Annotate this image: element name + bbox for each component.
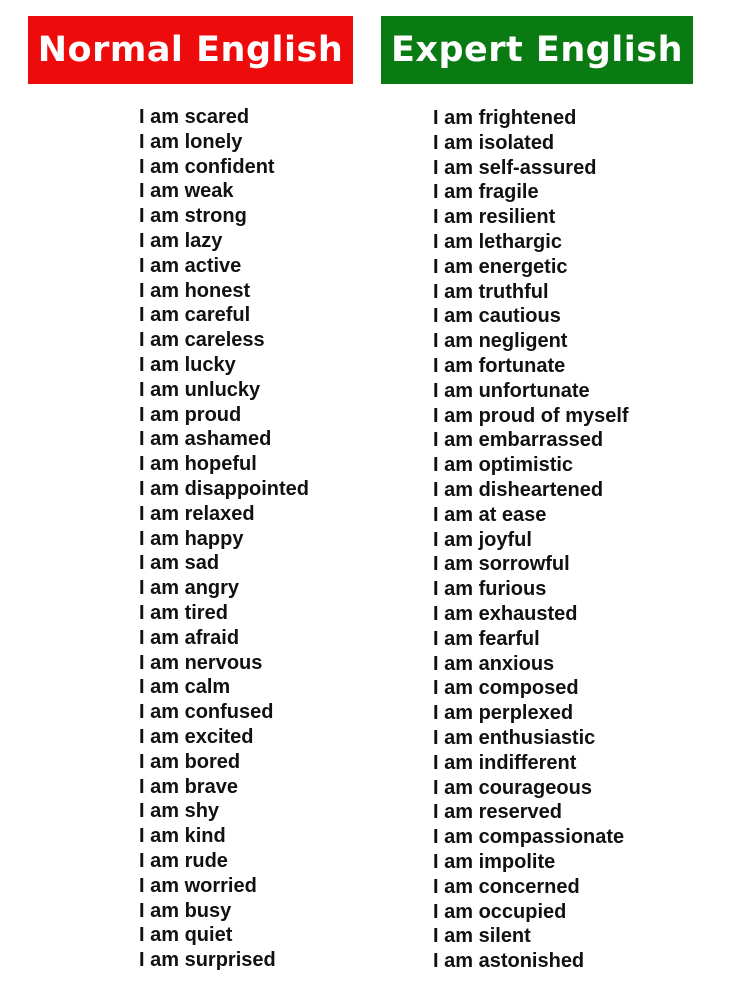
phrase-item: I am disheartened [433,478,604,501]
normal-english-title: Normal English [37,30,344,70]
phrase-item: I am confused [139,701,274,724]
phrase-item: I am confident [139,155,275,178]
phrase-item: I am reserved [433,801,562,824]
phrase-item: I am isolated [433,131,555,154]
phrase-item: I am occupied [433,900,567,923]
phrase-item: I am relaxed [139,502,255,525]
phrase-item: I am truthful [433,280,549,303]
phrase-item: I am anxious [433,652,555,675]
phrase-item: I am courageous [433,776,592,799]
phrase-item: I am disappointed [139,477,310,500]
phrase-item: I am sad [139,552,220,575]
expert-english-title: Expert English [390,30,684,70]
phrase-item: I am calm [139,676,231,699]
phrase-item: I am weak [139,180,234,203]
phrase-item: I am at ease [433,503,547,526]
phrase-item: I am unlucky [139,378,261,401]
phrase-item: I am lazy [139,229,223,252]
phrase-item: I am tired [139,601,228,624]
phrase-item: I am unfortunate [433,379,590,402]
phrase-item: I am afraid [139,626,240,649]
phrase-item: I am hopeful [139,453,257,476]
phrase-item: I am perplexed [433,702,574,725]
phrase-item: I am honest [139,279,251,302]
phrase-item: I am fearful [433,627,540,650]
phrase-item: I am angry [139,577,240,600]
phrase-item: I am self-assured [433,156,597,179]
phrase-item: I am careless [139,329,265,352]
phrase-item: I am resilient [433,206,556,229]
expert-phrase-list [433,106,629,974]
phrase-item: I am rude [139,849,228,872]
phrase-item: I am exhausted [433,602,578,625]
phrase-item: I am composed [433,677,579,700]
phrase-item: I am proud [139,403,242,426]
phrase-item: I am proud of myself [433,404,629,427]
phrase-item: I am lucky [139,353,236,376]
phrase-item: I am cautious [433,305,561,328]
phrase-item: I am furious [433,578,547,601]
phrase-item: I am enthusiastic [433,726,596,749]
phrase-item: I am strong [139,205,247,228]
phrase-item: I am excited [139,725,254,748]
normal-english-header [28,16,353,84]
phrase-item: I am quiet [139,924,233,947]
phrase-item: I am lethargic [433,230,562,253]
phrase-item: I am sorrowful [433,553,570,576]
phrase-item: I am concerned [433,875,580,898]
phrase-item: I am fortunate [433,354,566,377]
phrase-item: I am happy [139,527,244,550]
phrase-item: I am kind [139,825,226,848]
phrase-item: I am embarrassed [433,429,604,452]
phrase-item: I am indifferent [433,751,577,774]
phrase-item: I am ashamed [139,428,272,451]
phrase-item: I am astonished [433,950,585,973]
expert-english-header [381,16,693,84]
phrase-item: I am energetic [433,255,568,278]
phrase-item: I am busy [139,899,232,922]
phrase-item: I am joyful [433,528,532,551]
phrase-item: I am active [139,254,242,277]
phrase-item: I am nervous [139,651,263,674]
phrase-item: I am careful [139,304,251,327]
phrase-item: I am brave [139,775,238,798]
phrase-item: I am optimistic [433,454,574,477]
phrase-item: I am fragile [433,181,539,204]
phrase-item: I am negligent [433,330,568,353]
phrase-item: I am bored [139,750,241,773]
phrase-item: I am surprised [139,949,276,972]
phrase-item: I am lonely [139,130,243,153]
phrase-item: I am shy [139,800,220,823]
phrase-item: I am scared [139,106,250,128]
phrase-item: I am silent [433,925,531,948]
phrase-item: I am compassionate [433,826,625,849]
normal-phrase-list [139,105,309,973]
phrase-item: I am frightened [433,107,577,129]
phrase-item: I am worried [139,874,257,897]
phrase-item: I am impolite [433,850,556,873]
